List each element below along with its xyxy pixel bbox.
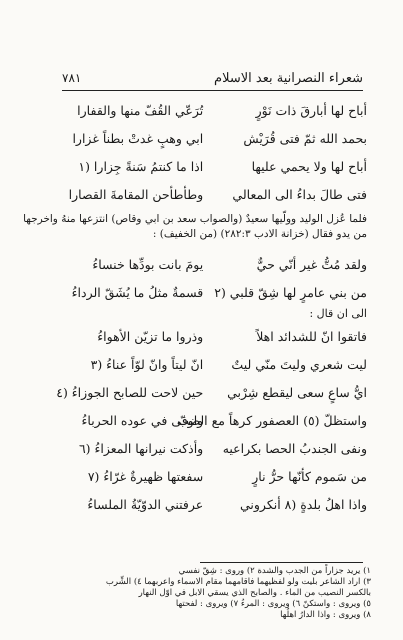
verse (58, 350, 367, 378)
verse (58, 462, 367, 490)
verse (58, 434, 367, 462)
first-hemistich: ايُّ ساعٍ سعى ليقطع شِرْبي (227, 384, 367, 400)
second-hemistich: وأذكت نيرانها المعزاءُ (٦ (78, 440, 204, 456)
first-hemistich: ونفى الجندبُ الحصا بكراعيه (222, 440, 367, 456)
transition (58, 306, 367, 322)
second-hemistich: اذا ما كنتمُ سَنةً جِزارا (١ (78, 158, 204, 174)
narration-line: من يدو فقال (خزانة الادب ٢٨٢:٣) (من الخفيف) : (152, 228, 367, 240)
verse (58, 250, 367, 278)
poem-1 (58, 96, 367, 208)
poem-2 (58, 250, 367, 306)
narration (23, 212, 367, 242)
second-hemistich: وطأطأحن المقامةَ القصارا (68, 186, 204, 202)
poem-3 (58, 322, 367, 518)
page-number: ٧٨١ (62, 71, 82, 85)
verse (58, 152, 367, 180)
verse (58, 378, 367, 406)
second-hemistich: انّ ليتاً وانّ لوّاً عناءُ (٣ (90, 356, 204, 372)
first-hemistich: من بني عامرٍ لها شِقّ قلبي (٢ (214, 284, 367, 300)
second-hemistich: سفعتها ظهيرةٌ غرّاءُ (٧ (87, 468, 204, 484)
footnotes (44, 566, 371, 621)
first-hemistich: من سَموم كأنّها حرُّ نارٍ (252, 468, 367, 484)
first-hemistich: ليت شعري وليتَ منّي ليتٌ (231, 356, 367, 372)
first-hemistich: واستظلّ (٥) العصفور كرهاً مع الضبّ (177, 412, 367, 428)
verse (58, 406, 367, 434)
verse (58, 180, 367, 208)
verse (58, 96, 367, 124)
verse (58, 490, 367, 518)
second-hemistich: قسمةٌ مثلُ ما يُشَقّ الرداءُ (71, 284, 204, 300)
second-hemistich: يومَ بانت بودِّها خنساءُ (92, 256, 204, 272)
footnote-rule (200, 562, 363, 563)
first-hemistich: بحمد الله ثمّ فتى قُرَيْش (243, 130, 367, 146)
transition-line: الى ان قال : (309, 307, 367, 320)
running-title: شعراء النصرانية بعد الاسلام (214, 70, 363, 86)
footnote-line: ١) يريد جزاراً من الجدب والشدة ٢) وروى : شِقّ نفسي (178, 566, 371, 576)
second-hemistich: حين لاحت للصابح الجوزاءُ (٤ (56, 384, 204, 400)
footnote-line: ٨) ويروى : واذا الدارُ اهلُها (280, 610, 371, 620)
first-hemistich: أباح لها ولا يحمي عليها (251, 158, 367, 174)
first-hemistich: أباح لها أبارقَ ذات نَوْرٍ (255, 102, 367, 118)
verse (58, 322, 367, 350)
narration-line: فلما عُزل الوليد وولّيها سعيدٌ (والصواب سعد بن ابي وقاص) انتزعها منهُ واخرجها (23, 213, 367, 225)
footnote-line: بالكسر النصيب من الماء . والصابح الذي يسقي الابل في اوّل النهار (138, 588, 371, 598)
page-header (62, 68, 363, 88)
second-hemistich: عرفتني الدوّيّةُ الملساءُ (87, 496, 204, 512)
verse (58, 124, 367, 152)
first-hemistich: ولقد مُتُّ غير أنّي حيٌّ (256, 256, 367, 272)
second-hemistich: ابي وهبٍ غدتْ بطناً غزارا (72, 130, 204, 146)
header-rule (62, 90, 363, 91)
first-hemistich: فاتقوا انّ للشدائد اهلاً (256, 328, 367, 344)
footnote-line: ٥) ويروى : واستكنّ ٦) ويروى : المرءُ ٧) ويروى : لفحتها (175, 599, 371, 609)
footnote-line: ٣) اراد الشاعر بليت ولو لفظيهما فاقامهما مقام الاسماء واعربهما ٤) الشِّرب (105, 577, 371, 587)
first-hemistich: فتى طالَ بداءُ الى المعالي (232, 186, 367, 202)
second-hemistich: واوفى في عوده الحرباءُ (81, 412, 204, 428)
first-hemistich: واذا اهلُ بلدةٍ (٨ أنكروني (240, 496, 367, 512)
second-hemistich: تُرَعّي القُفّ منها والقفارا (77, 102, 204, 118)
verse (58, 278, 367, 306)
second-hemistich: وذروا ما تزيّن الأهواءُ (97, 328, 204, 344)
